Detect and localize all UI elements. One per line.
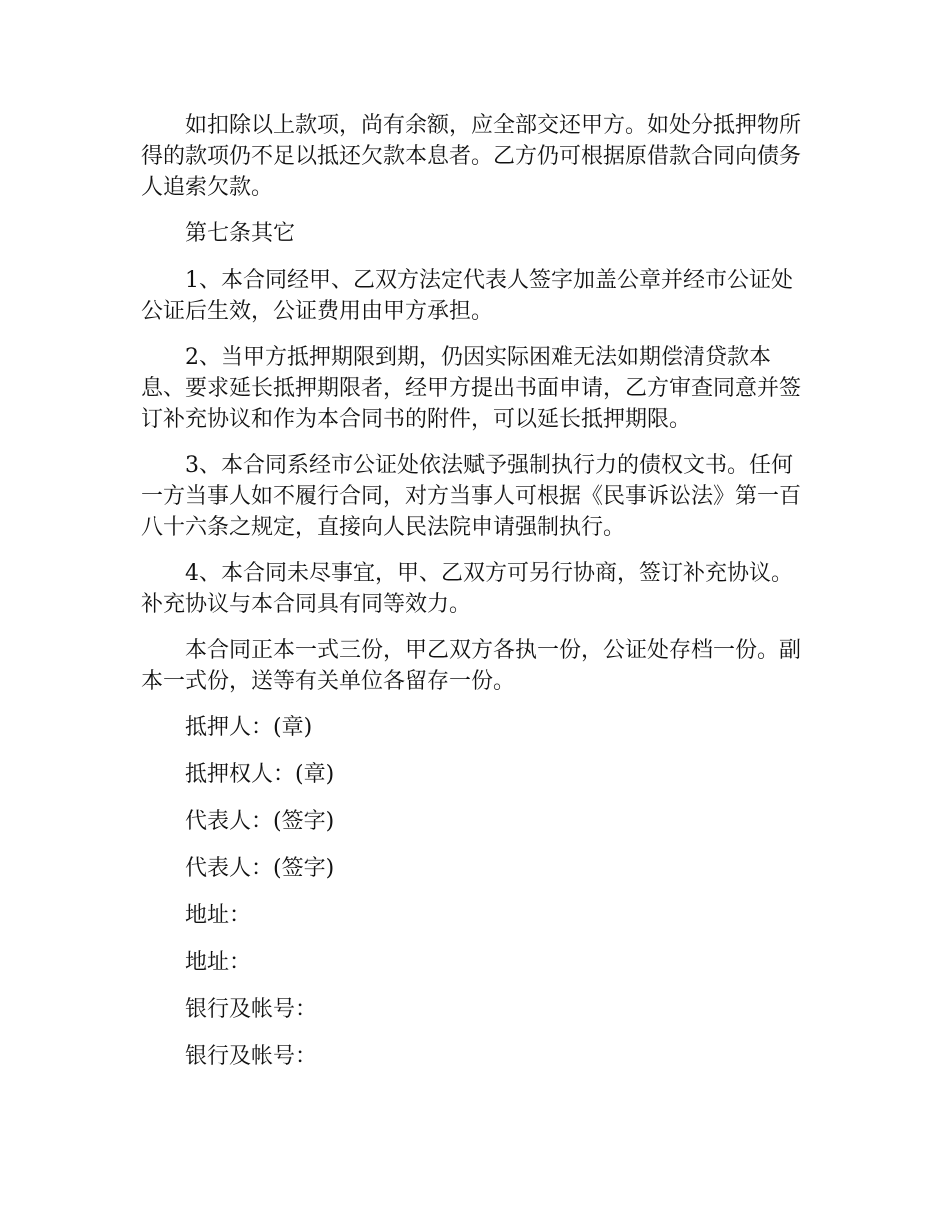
bank-account-line: 银行及帐号： xyxy=(185,1044,318,1069)
bank-account-line: 银行及帐号： xyxy=(185,997,318,1022)
copies-paragraph: 本合同正本一式三份，甲乙双方各执一份，公证处存档一份。副本一式份，送等有关单位各留存一份。 xyxy=(141,638,802,694)
document-body xyxy=(141,110,813,1088)
address-line: 地址： xyxy=(185,903,252,928)
representative-signature-line: 代表人：(签字) xyxy=(185,809,335,834)
paragraph-balance-return: 如扣除以上款项，尚有余额，应全部交还甲方。如处分抵押物所得的款项仍不足以抵还欠款本息者。乙方仍可根据原借款合同向债务人追索欠款。 xyxy=(141,113,802,200)
mortgagor-seal-line: 抵押人：(章) xyxy=(185,715,313,740)
clause-3: 3、本合同系经市公证处依法赋予强制执行力的债权文书。任何一方当事人如不履行合同，对方当事人可根据《民事诉讼法》第一百八十六条之规定，直接向人民法院申请强制执行。 xyxy=(141,453,802,540)
address-line: 地址： xyxy=(185,950,252,975)
representative-signature-line: 代表人：(签字) xyxy=(185,856,335,881)
clause-2: 2、当甲方抵押期限到期，仍因实际困难无法如期偿清贷款本息、要求延长抵押期限者，经甲方提出书面申请，乙方审查同意并签订补充协议和作为本合同书的附件，可以延长抵押期限。 xyxy=(141,345,802,432)
mortgagee-seal-line: 抵押权人：(章) xyxy=(185,762,335,787)
clause-4: 4、本合同未尽事宜，甲、乙双方可另行协商，签订补充协议。补充协议与本合同具有同等效力。 xyxy=(141,561,793,617)
clause-1: 1、本合同经甲、乙双方法定代表人签字加盖公章并经市公证处公证后生效，公证费用由甲方承担。 xyxy=(141,268,793,324)
article-seven-heading: 第七条其它 xyxy=(185,221,296,246)
